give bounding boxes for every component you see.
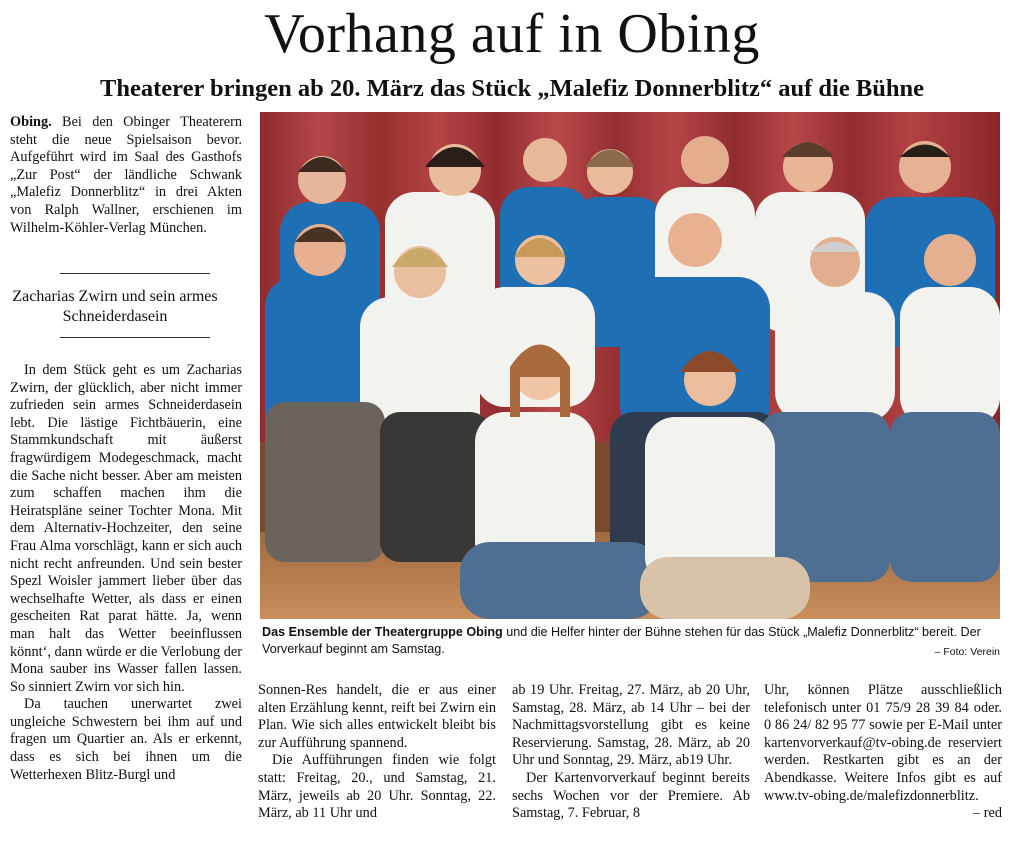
col1-paragraph-1: In dem Stück geht es um Zacharias Zwirn, der glücklich, aber nicht immer zufrieden sein armes Schneiderdasein lebt. Die lästige Fichtbäuerin, eine Stammkundschaft mit äußerst fragwürdigem Modegeschmack, macht die Sache nicht besser. Aber am meisten zum schaffen machen ihm die Heiratspläne seiner Tochter Mona. Mit dem Alternativ-Hochzeiter, den seine Frau Alma vorschlägt, kann er sich auch nicht recht anfreunden. Und sein bester Spezl Woisler jammert lieber über das wechselhafte Wetter, als dass er einen gescheiten Rat parat hätte. Ja, wenn man halt das Wetter beeinflussen könnt‘, dann würde er die Verlobung der Mona sauber ins Wasser fallen lassen. So sinniert Zwirn vor sich hin.: [10, 362, 242, 695]
dateline: Obing.: [10, 114, 52, 130]
col2-paragraph-2: Die Aufführungen finden wie folgt statt: Freitag, 20., und Samstag, 21. März, jeweils ab 20 Uhr. Sonntag, 22. März, ab 11 Uhr und: [258, 752, 496, 822]
photo-credit: – Foto: Verein: [934, 646, 1000, 658]
column-1-body: [10, 362, 242, 784]
section-rule-top: [60, 273, 210, 274]
col3-paragraph-1: ab 19 Uhr. Freitag, 27. März, ab 20 Uhr, Samstag, 28. März, ab 14 Uhr – bei der Nachmittagsvorstellung gibt es keine Reservierung. Samstag, 28. März, ab 20 Uhr und Sonntag, 29. März, ab19 Uhr.: [512, 682, 750, 769]
section-heading: Zacharias Zwirn und sein armes Schneiderdasein: [12, 288, 218, 325]
col3-paragraph-2: Der Kartenvorverkauf beginnt bereits sechs Wochen vor der Premiere. Ab Samstag, 7. Februar, 8: [512, 769, 750, 822]
subheadline: Theaterer bringen ab 20. März das Stück „Malefiz Donnerblitz“ auf die Bühne: [100, 75, 924, 102]
ensemble-photo: [260, 112, 1000, 619]
column-2-body: [258, 682, 496, 823]
caption-lead: Das Ensemble der Theatergruppe Obing: [262, 625, 503, 639]
col1-paragraph-2: Da tauchen unerwartet zwei ungleiche Schwestern bei ihm auf und fragen um Quartier an. Als er erkennt, dass es sich bei ihnen um die Wetterhexen Blitz-Burgl und: [10, 696, 242, 783]
photo-caption: [262, 624, 1002, 658]
column-3-body: [512, 682, 750, 823]
author-signoff: – red: [973, 805, 1002, 822]
section-rule-bottom: [60, 337, 210, 338]
caption-text: und die Helfer hinter der Bühne stehen für das Stück „Malefiz Donnerblitz“ bereit. Der Vorverkauf beginnt am Samstag.: [262, 625, 981, 656]
column-4-body: [764, 682, 1002, 823]
col2-paragraph-1: Sonnen-Res handelt, die er aus einer alten Erzählung kennt, reift bei Zwirn ein Plan. Wie sich alles entwickelt bleibt bis zur Aufführung spannend.: [258, 682, 496, 751]
intro-text: Bei den Obinger Theaterern steht die neue Spielsaison bevor. Aufgeführt wird im Saal des Gasthofs „Zur Post“ der ländliche Schwank „Malefiz Donnerblitz“ in drei Akten von Ralph Wallner, erschienen im Wilhelm-Köhler-Verlag München.: [10, 114, 242, 236]
ensemble-photo-illustration: [260, 112, 1000, 619]
col4-paragraph-1: Uhr, können Plätze ausschließlich telefonisch unter 01 75/9 28 39 84 oder. 0 86 24/ 82 95 77 sowie per E-Mail unter kartenvorverkauf@tv-obing.de reserviert werden. Restkarten gibt es an der Abendkasse. Weitere Infos gibt es auf www.tv-obing.de/malefizdonnerblitz.: [764, 682, 1002, 804]
intro-paragraph: [10, 114, 242, 237]
headline: Vorhang auf in Obing: [264, 3, 760, 65]
